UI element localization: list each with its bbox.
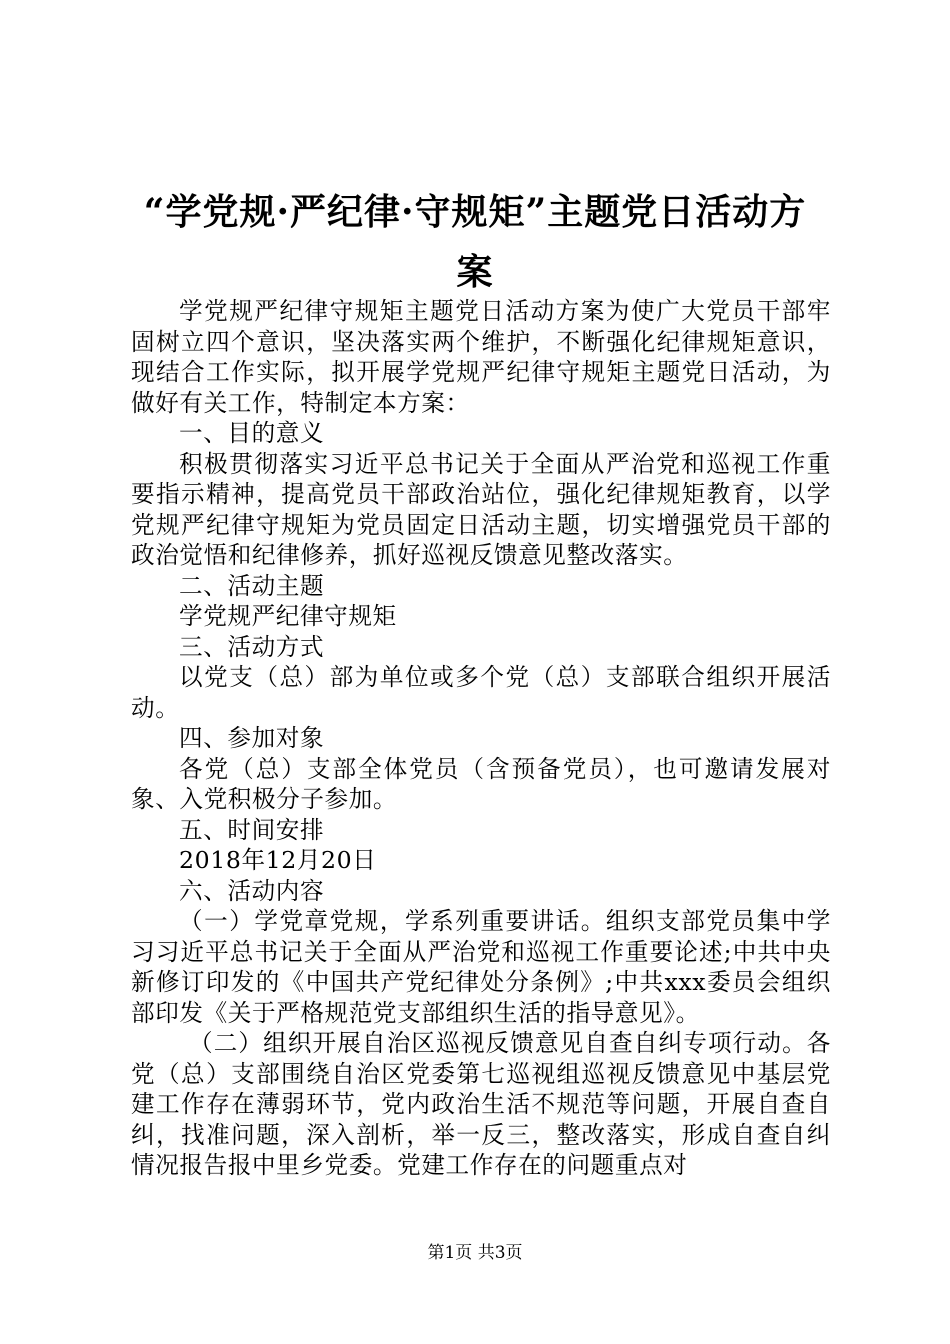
content-item-2: （二）组织开展自治区巡视反馈意见自查自纠专项行动。各党（总）支部围绕自治区党委第七巡视组巡视反馈意见中基层党建工作存在薄弱环节，党内政治生活不规范等问题，开展自查自纠，找准问题，深入剖析，举一反三，整改落实，形成自查自纠情况报告报中里乡党委。党建工作存在的问题重点对	[131, 1029, 831, 1179]
purpose-paragraph: 积极贯彻落实习近平总书记关于全面从严治党和巡视工作重要指示精神，提高党员干部政治站位，强化纪律规矩教育，以学党规严纪律守规矩为党员固定日活动主题，切实增强党员干部的政治觉悟和纪律修养，抓好巡视反馈意见整改落实。	[131, 449, 831, 569]
section-heading-participants: 四、参加对象	[179, 724, 325, 752]
theme-paragraph: 学党规严纪律守规矩	[179, 602, 397, 630]
content-item-1: （一）学党章党规，学系列重要讲话。组织支部党员集中学习习近平总书记关于全面从严治党和巡视工作重要论述;中共中央新修订印发的《中国共产党纪律处分条例》;中共xxx委员会组织部印发《关于严格规范党支部组织生活的指导意见》。	[131, 907, 831, 1027]
section-heading-schedule: 五、时间安排	[179, 815, 325, 844]
page-number-footer: 第1页 共3页	[427, 1243, 523, 1263]
participants-paragraph: 各党（总）支部全体党员（含预备党员），也可邀请发展对象、入党积极分子参加。	[131, 754, 831, 813]
method-paragraph: 以党支（总）部为单位或多个党（总）支部联合组织开展活动。	[131, 663, 831, 722]
section-heading-content: 六、活动内容	[179, 876, 325, 905]
section-heading-purpose: 一、目的意义	[179, 419, 325, 447]
document-body	[131, 296, 831, 1181]
document-title-continuation: 案	[456, 251, 494, 293]
section-heading-method: 三、活动方式	[179, 632, 325, 661]
document-title: “学党规·严纪律·守规矩”主题党日活动方	[143, 191, 807, 233]
section-heading-theme: 二、活动主题	[179, 571, 325, 600]
schedule-paragraph: 2018年12月20日	[179, 846, 377, 874]
intro-paragraph: 学党规严纪律守规矩主题党日活动方案为使广大党员干部牢固树立四个意识，坚决落实两个维护，不断强化纪律规矩意识，现结合工作实际，拟开展学党规严纪律守规矩主题党日活动，为做好有关工作，特制定本方案：	[131, 297, 831, 417]
